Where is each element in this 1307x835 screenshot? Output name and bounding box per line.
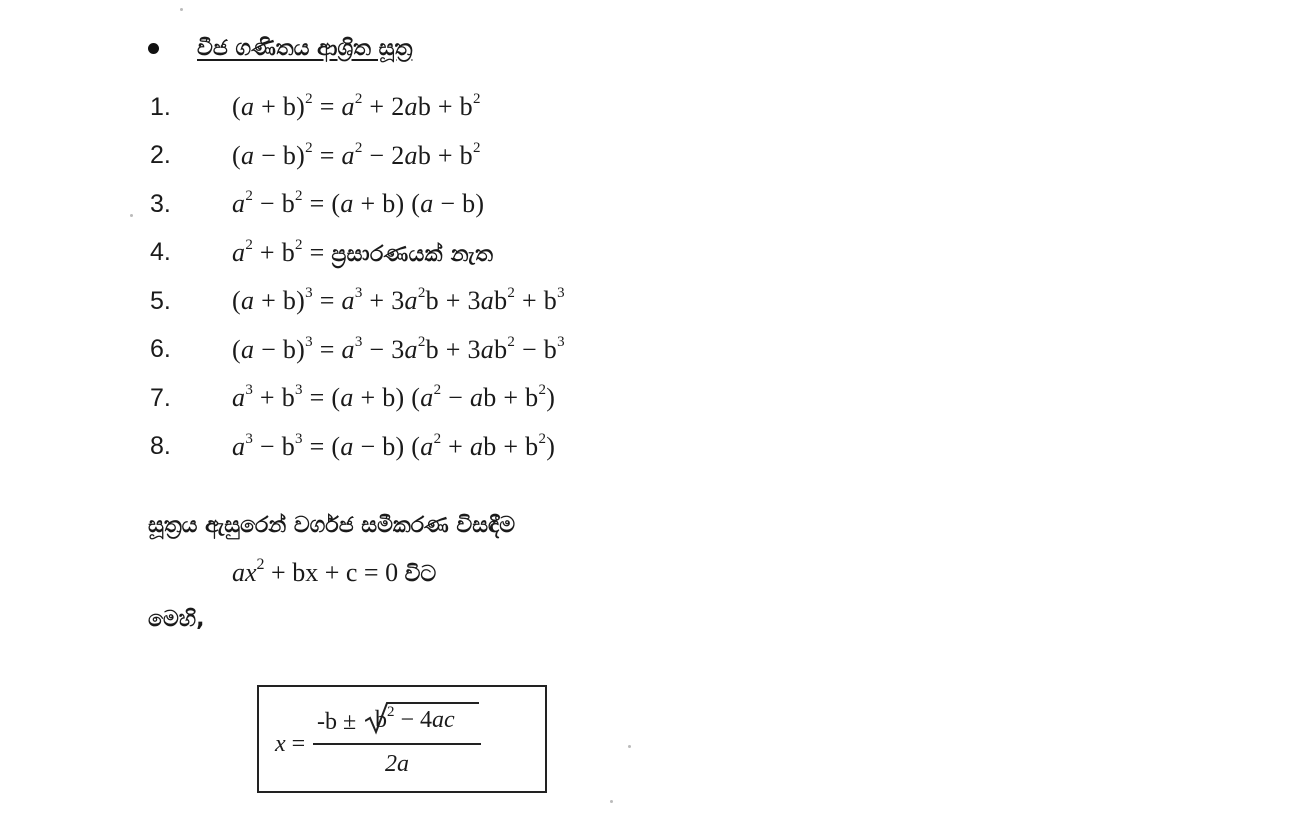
fraction-bar bbox=[313, 743, 481, 745]
formula-expression: $(a - b)^3 = a^3 - 3a^2b + 3ab^2 - b^3$ bbox=[232, 333, 565, 364]
section-heading bbox=[148, 36, 412, 61]
formula-number: 2. bbox=[150, 141, 171, 170]
scan-speck bbox=[610, 800, 613, 803]
heading-title: වීජ ගණිතය ආශ්‍රිත සූත්‍ර bbox=[197, 36, 413, 61]
formula-lhs bbox=[275, 731, 305, 758]
quadratic-equation: $ax^2$ + bx + c = 0 විට bbox=[232, 556, 437, 587]
formula-row bbox=[150, 423, 565, 472]
formula-fraction bbox=[313, 701, 481, 778]
equals-sign: = bbox=[291, 731, 306, 757]
formula-expression: $(a + b)^3 = a^3 + 3a^2b + 3ab^2 + b^3$ bbox=[232, 285, 565, 316]
numerator-prefix: -b ± bbox=[317, 709, 357, 735]
formula-number: 7. bbox=[150, 383, 171, 412]
formula-list bbox=[150, 83, 565, 471]
fraction-numerator bbox=[313, 701, 481, 737]
formula-expression: $a^2 + b^2$ = ප්‍රසාරණයක් නැත bbox=[232, 236, 494, 267]
quadratic-section-title: සූත්‍රය ඇසුරෙන් වර්ගජ සමීකරණ විසඳීම bbox=[148, 513, 516, 538]
formula-number: 8. bbox=[150, 432, 171, 461]
formula-row bbox=[150, 132, 565, 181]
scan-speck bbox=[180, 8, 183, 11]
scan-speck bbox=[130, 214, 133, 217]
scan-speck bbox=[628, 745, 631, 748]
quadratic-formula-box bbox=[257, 685, 547, 793]
formula-row bbox=[150, 180, 565, 229]
lhs-variable: x bbox=[275, 731, 286, 757]
formula-row bbox=[150, 326, 565, 375]
fraction-denominator: 2a bbox=[385, 751, 409, 777]
where-label: මෙහි, bbox=[148, 607, 205, 632]
formula-expression: $a^3 - b^3 = (a - b) (a^2$ + ab + $b^2$) bbox=[232, 430, 556, 461]
formula-expression: $a^2 - b^2 = (a + b) (a - b)$ bbox=[232, 188, 485, 219]
formula-row bbox=[150, 277, 565, 326]
formula-number: 5. bbox=[150, 286, 171, 315]
formula-row bbox=[150, 83, 565, 132]
formula-row bbox=[150, 229, 565, 278]
formula-expression: $(a - b)^2 = a^2 - 2ab + b^2$ bbox=[232, 139, 481, 170]
formula-number: 6. bbox=[150, 335, 171, 364]
formula-expression: $(a + b)^2 = a^2 + 2ab + b^2$ bbox=[232, 91, 481, 122]
bullet-icon bbox=[148, 43, 159, 54]
formula-number: 4. bbox=[150, 238, 171, 267]
formula-number: 3. bbox=[150, 189, 171, 218]
formula-expression: $a^3 + b^3 = (a + b) (a^2$ − ab + $b^2$) bbox=[232, 382, 556, 413]
radicand: $b^2 - 4ac$ bbox=[375, 704, 455, 733]
formula-row bbox=[150, 374, 565, 423]
formula-number: 1. bbox=[150, 92, 171, 121]
